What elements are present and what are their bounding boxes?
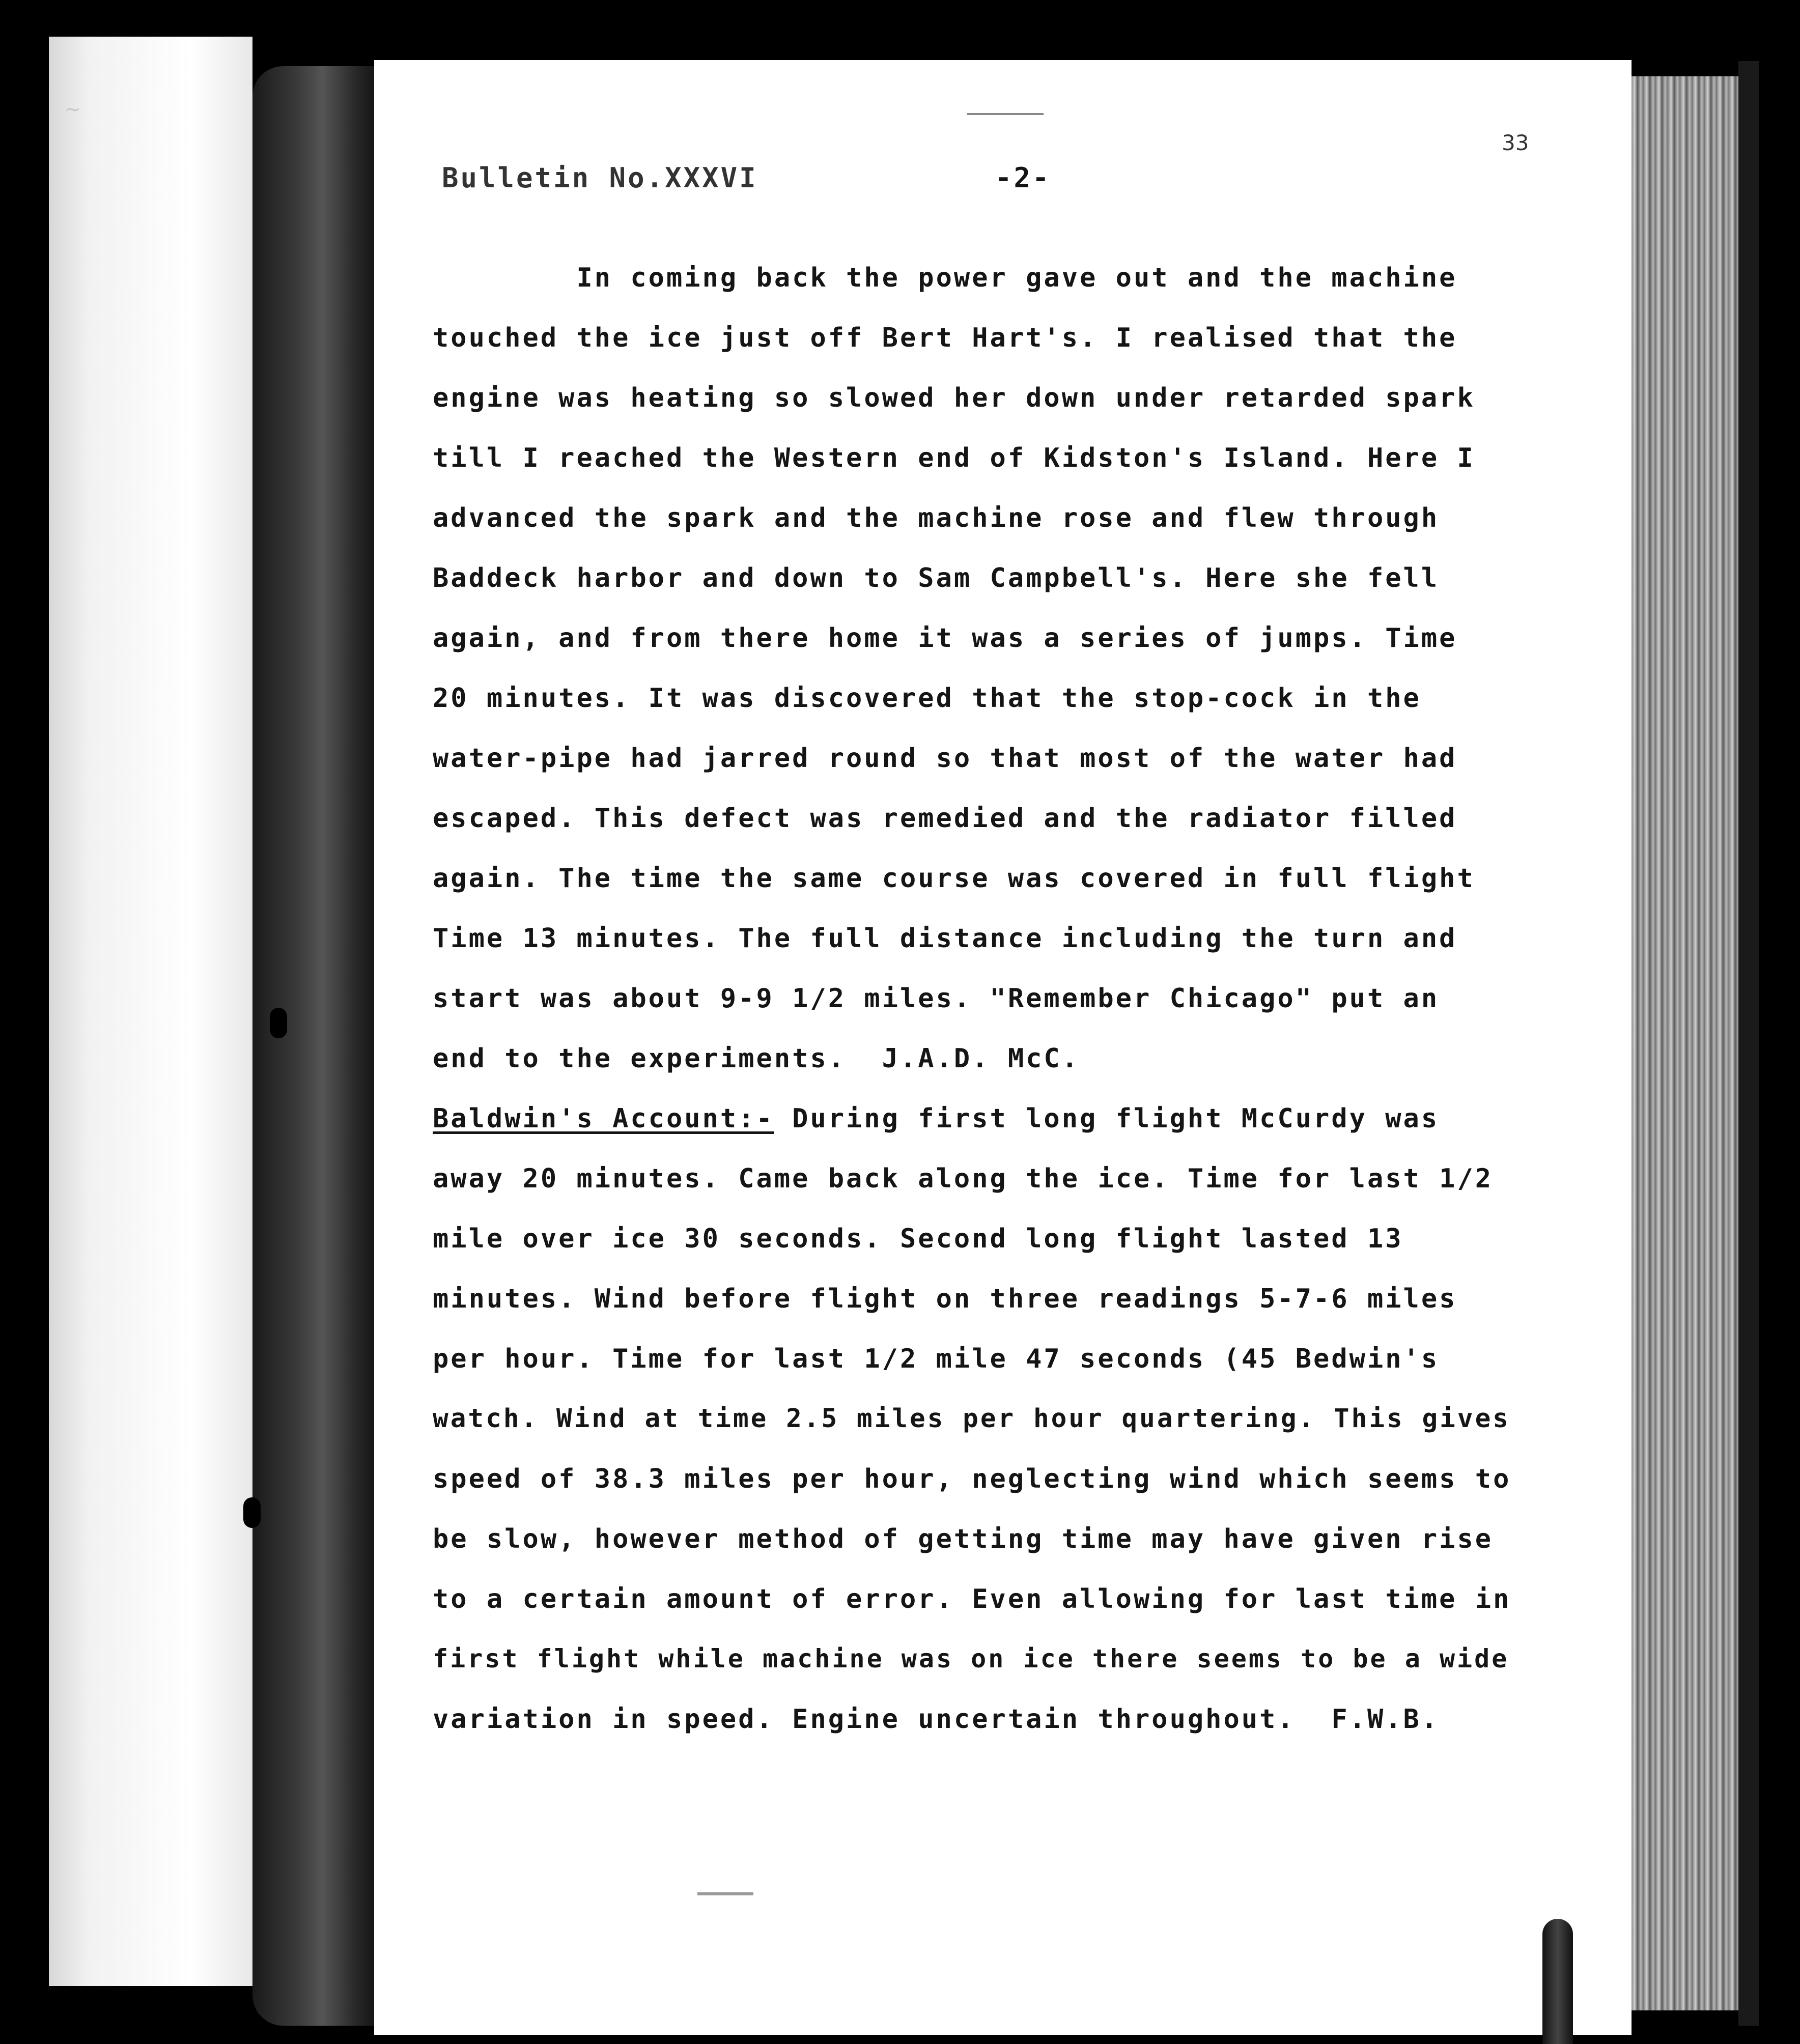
bulletin-number: Bulletin No.XXXVI [442,162,758,194]
body-line: Baddeck harbor and down to Sam Campbell's. Here she fell [433,563,1440,593]
body-line: speed of 38.3 miles per hour, neglecting wind which seems to [433,1464,1511,1494]
baldwin-first-line-text: During first long flight McCurdy was [774,1103,1440,1134]
body-line: start was about 9-9 1/2 miles. "Remember Chicago" put an [433,983,1440,1014]
page-edges [1632,76,1738,2010]
body-line: to a certain amount of error. Even allowing for last time in [433,1584,1511,1614]
body-line: mile over ice 30 seconds. Second long flight lasted 13 [433,1224,1403,1254]
body-line: engine was heating so slowed her down under retarded spark [433,383,1475,413]
body-line: advanced the spark and the machine rose and flew through [433,503,1440,533]
baldwin-first-line [433,1105,1439,1132]
body-line: per hour. Time for last 1/2 mile 47 seconds (45 Bedwin's [433,1344,1440,1374]
page-number: 33 [1502,130,1529,155]
stray-mark-bottom [697,1892,753,1895]
page-marker: -2- [995,162,1051,194]
body-line: watch. Wind at time 2.5 miles per hour quartering. This gives [433,1404,1510,1434]
body-line: water-pipe had jarred round so that most of the water had [433,743,1457,774]
facing-page-bleed: ~ [64,98,81,121]
baldwin-heading: Baldwin's Account:- [433,1103,774,1134]
body-line: be slow, however method of getting time may have given rise [433,1524,1494,1554]
body-line: away 20 minutes. Came back along the ice. Time for last 1/2 [433,1163,1494,1194]
body-line: variation in speed. Engine uncertain throughout. F.W.B. [433,1704,1440,1735]
stray-mark-top [967,113,1044,115]
facing-page [49,37,252,1986]
body-line: In coming back the power gave out and the machine [433,263,1457,293]
body-line: Time 13 minutes. The full distance including the turn and [433,923,1457,954]
body-line: again. The time the same course was covered in full flight [433,863,1475,894]
binding-hole-top [270,1008,287,1038]
binding-hole-bottom [243,1497,261,1528]
body-line: end to the experiments. J.A.D. McC. [433,1043,1080,1074]
body-line: escaped. This defect was remedied and the radiator filled [433,803,1457,834]
body-line: again, and from there home it was a series of jumps. Time [433,623,1457,654]
book-gutter [252,66,380,2026]
body-line: minutes. Wind before flight on three readings 5-7-6 miles [433,1284,1457,1314]
body-line: till I reached the Western end of Kidston's Island. Here I [433,443,1475,473]
page-edges-shadow [1738,61,1759,2026]
body-line: touched the ice just off Bert Hart's. I realised that the [433,323,1457,353]
bookmark [1542,1919,1573,2044]
body-line: 20 minutes. It was discovered that the stop-cock in the [433,683,1421,714]
body-line: first flight while machine was on ice there seems to be a wide [433,1644,1509,1673]
